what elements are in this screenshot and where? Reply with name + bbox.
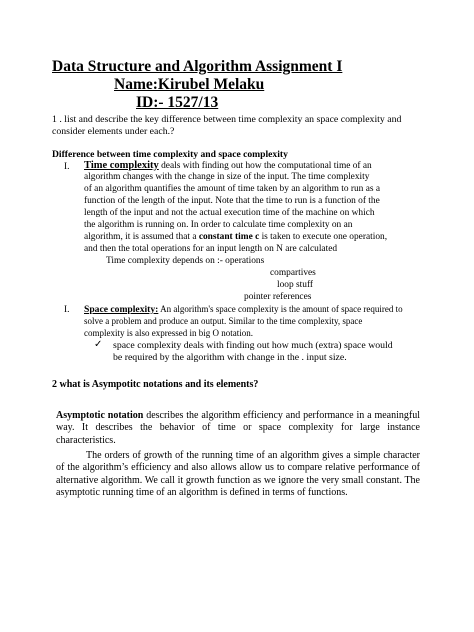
- time-complexity-line-2: algorithm changes with the change in size of the input. The time complexity: [84, 172, 370, 182]
- time-complexity-line-4: function of the length of the input. Note that the time to run is a function of the: [84, 196, 380, 206]
- time-complexity-line-7: [84, 232, 387, 244]
- space-complexity-line-3: complexity is also expressed in big O notation.: [84, 328, 253, 338]
- check-icon: ✓: [94, 339, 103, 350]
- space-bullet-line-1: space complexity deals with finding out how much (extra) space would: [113, 340, 393, 351]
- space-complexity-text-1: An algorithm's space complexity is the amount of space required to: [158, 304, 403, 314]
- depends-loop-stuff: loop stuff: [277, 280, 314, 290]
- space-complexity-term: Space complexity:: [84, 304, 159, 315]
- assignment-title: Data Structure and Algorithm Assignment I: [52, 58, 343, 75]
- space-bullet-line-2: be required by the algorithm with change in the . input size.: [113, 352, 347, 363]
- time-complexity-text-1: deals with finding out how the computational time of an: [158, 161, 372, 171]
- time-complexity-line-8: and then the total operations for an input length on N are calculated: [84, 244, 338, 254]
- space-complexity-line-2: solve a problem and produce an output. Similar to the time complexity, space: [84, 316, 363, 326]
- line-7-start: algorithm, it is assumed that a: [84, 232, 199, 242]
- time-depends-on: Time complexity depends on :- operations: [106, 256, 265, 266]
- question-1: 1 . list and describe the key difference between time complexity an space complexity and consider elements under each.?: [52, 114, 402, 137]
- depends-comparatives: compartives: [270, 268, 316, 278]
- student-id: ID:- 1527/13: [136, 94, 219, 111]
- list-number: I.: [64, 305, 70, 315]
- asymptotic-paragraph-1: [56, 410, 420, 447]
- depends-pointer-references: pointer references: [244, 292, 312, 302]
- student-name: Name:Kirubel Melaku: [114, 76, 265, 93]
- asymptotic-paragraph-2: The orders of growth of the running time of an algorithm gives a simple character of the algorithm’s efficiency and also allows allow us to compare relative performance of alternative algorithm. We call it growth function as we ignore the very small constant. The asymptotic running time of an algorithm is defined in terms of functions.: [56, 450, 420, 498]
- space-complexity-line-1: [84, 304, 403, 316]
- time-complexity-line-3: of an algorithm quantifies the amount of time taken by an algorithm to run as a: [84, 184, 381, 194]
- time-complexity-line-6: the algorithm is running on. In order to calculate time complexity on an: [84, 220, 353, 230]
- time-complexity-line-1: [84, 160, 372, 173]
- line-7-end: is taken to execute one operation,: [259, 232, 388, 242]
- difference-heading: Difference between time complexity and space complexity: [52, 149, 288, 160]
- question-2: 2 what is Asympotitc notations and its elements?: [52, 379, 259, 390]
- constant-time-term: constant time c: [198, 232, 260, 242]
- time-complexity-line-5: length of the input and not the actual execution time of the machine on which: [84, 208, 375, 218]
- asymptotic-notation-term: Asymptotic notation: [56, 410, 144, 421]
- list-number: I.: [64, 162, 70, 172]
- asymptotic-paragraph-1-text: describes the algorithm efficiency and performance in a meaningful way. It describes the behavior of time or space complexity for large instance characteristics.: [56, 410, 420, 446]
- time-complexity-term: Time complexity: [84, 160, 159, 171]
